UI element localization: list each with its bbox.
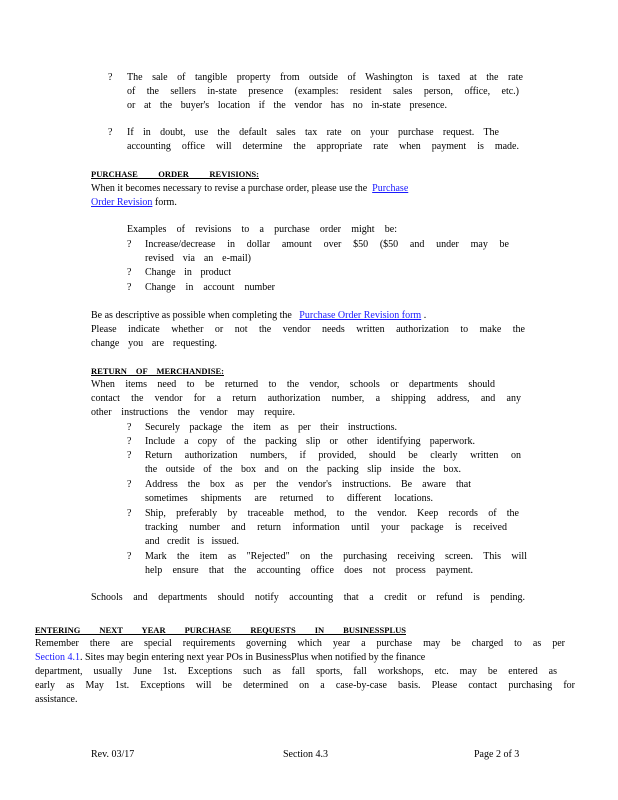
descriptive-line-1 [91, 309, 527, 323]
bullet-marker: ? [127, 436, 132, 447]
bullet-marker: ? [127, 239, 132, 250]
bullet-marker: ? [127, 450, 132, 461]
return-item-5-line-1: Ship, preferably by traceable method, to the vendor. Keep records of the [145, 508, 519, 519]
bullet-marker: ? [127, 267, 132, 278]
descriptive-text-part: Be as descriptive as possible when completing the [91, 310, 292, 321]
section-4-1-link[interactable]: Section 4.1 [35, 652, 80, 663]
return-item-4-line-1: Address the box as per the vendor's instructions. Be aware that [145, 479, 471, 490]
example-item-2: Change in product [145, 267, 231, 278]
bullet-marker: ? [127, 508, 132, 519]
next-year-line-5: assistance. [35, 694, 78, 705]
footer-page-number: Page 2 of 3 [474, 749, 520, 760]
descriptive-line-3: change you are requesting. [91, 338, 217, 349]
revisions-text-part: When it becomes necessary to revise a purchase order, please use the [91, 183, 368, 194]
next-year-line-1: Remember there are special requirements governing which year a purchase may be charged to as per [35, 638, 565, 649]
next-year-text-part: . Sites may begin entering next year POs in BusinessPlus when notified by the finance [80, 652, 426, 663]
descriptive-line-2: Please indicate whether or not the vendor needs written authorization to make the [91, 324, 525, 335]
bullet-marker: ? [108, 72, 113, 83]
next-year-heading: ENTERING NEXT YEAR PURCHASE REQUESTS IN BUSINESSPLUS [35, 625, 406, 635]
example-item-1-continued: revised via an e-mail) [145, 253, 251, 264]
purchase-order-revision-link-continued[interactable]: Order Revision [91, 197, 153, 208]
tax-bullet-1-line-3: or at the buyer's location if the vendor has no in-state presence. [127, 100, 447, 111]
return-intro-line-2: contact the vendor for a return authorization number, a shipping address, and any [91, 393, 521, 404]
bullet-marker: ? [127, 479, 132, 490]
examples-intro: Examples of revisions to a purchase order might be: [127, 224, 397, 235]
return-item-4-line-2: sometimes shipments are returned to different locations. [145, 493, 433, 504]
return-heading: RETURN OF MERCHANDISE: [91, 366, 224, 376]
return-item-1: Securely package the item as per their instructions. [145, 422, 397, 433]
return-item-6-line-2: help ensure that the accounting office does not process payment. [145, 565, 473, 576]
return-item-3-line-2: the outside of the box and on the packing slip inside the box. [145, 464, 461, 475]
next-year-line-4: early as May 1st. Exceptions will be determined on a case-by-case basis. Please contact purchasing for [35, 680, 575, 691]
footer-revision: Rev. 03/17 [91, 749, 135, 760]
purchase-order-revision-form-link[interactable]: Purchase Order Revision form [299, 310, 422, 321]
descriptive-text-part: . [423, 310, 427, 321]
return-intro-line-3: other instructions the vendor may require. [91, 407, 295, 418]
return-intro-line-1: When items need to be returned to the vendor, schools or departments should [91, 379, 495, 390]
bullet-marker: ? [108, 127, 113, 138]
tax-bullet-2-line-2: accounting office will determine the appropriate rate when payment is made. [127, 141, 519, 152]
tax-bullet-1-line-1: The sale of tangible property from outside of Washington is taxed at the rate [127, 72, 523, 83]
return-item-3-line-1: Return authorization numbers, if provided, should be clearly written on [145, 450, 521, 461]
purchase-order-revision-link[interactable]: Purchase [372, 183, 409, 194]
revisions-text-line-2 [91, 196, 177, 210]
bullet-marker: ? [127, 282, 132, 293]
bullet-marker: ? [127, 551, 132, 562]
return-closing: Schools and departments should notify accounting that a credit or refund is pending. [91, 592, 525, 603]
bullet-marker: ? [127, 422, 132, 433]
tax-bullet-1-line-2: of the sellers in-state presence (examples: resident sales person, office, etc.) [127, 86, 519, 97]
return-item-2: Include a copy of the packing slip or other identifying paperwork. [145, 436, 475, 447]
example-item-1: Increase/decrease in dollar amount over $50 ($50 and under may be [145, 239, 509, 250]
return-item-5-line-3: and credit is issued. [145, 536, 239, 547]
revisions-text-line-1 [91, 182, 511, 196]
tax-bullet-2-line-1: If in doubt, use the default sales tax rate on your purchase request. The [127, 127, 499, 138]
revisions-text-part: form. [154, 197, 177, 208]
next-year-line-3: department, usually June 1st. Exceptions such as fall sports, fall workshops, etc. may be entered as [35, 666, 557, 677]
return-item-6-line-1: Mark the item as "Rejected" on the purchasing receiving screen. This will [145, 551, 527, 562]
revisions-heading: PURCHASE ORDER REVISIONS: [91, 169, 259, 179]
example-item-3: Change in account number [145, 282, 275, 293]
return-item-5-line-2: tracking number and return information until your package is received [145, 522, 507, 533]
footer-section: Section 4.3 [283, 749, 328, 760]
next-year-line-2 [35, 651, 535, 665]
